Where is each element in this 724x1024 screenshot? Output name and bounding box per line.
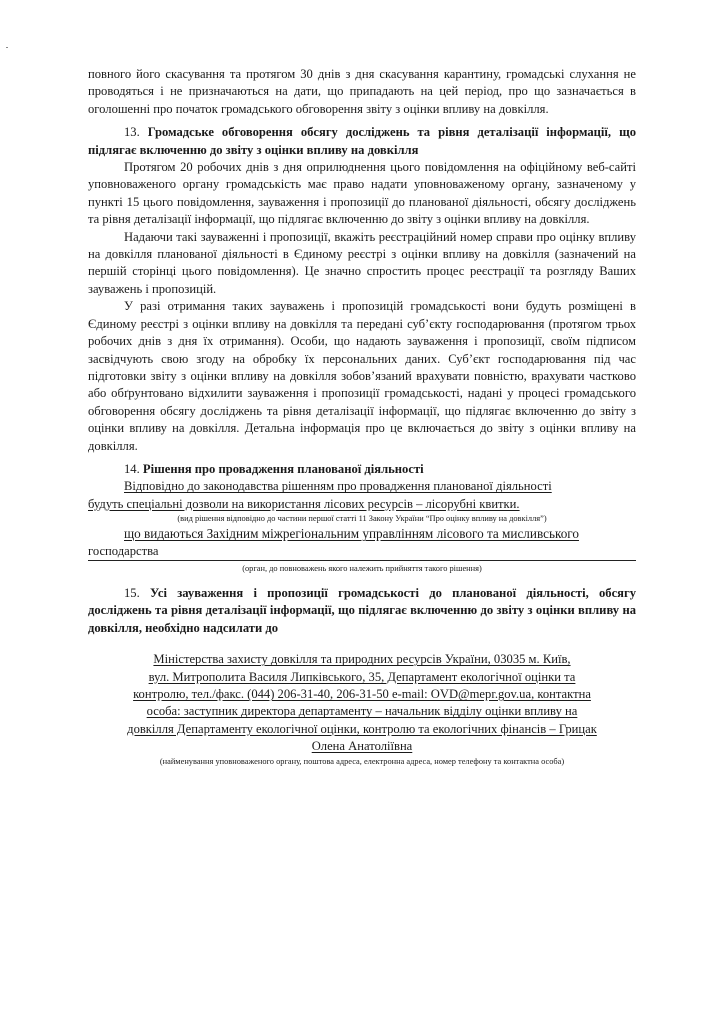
section-13-heading [88, 124, 636, 159]
address-line-4: особа: заступник директора департаменту – начальник відділу оцінки впливу на [146, 704, 578, 719]
section-13-title: Громадське обговорення обсягу досліджень та рівня деталізації інформації, що підлягає включенню до звіту з оцінки впливу на довкілля [88, 125, 636, 157]
section-13-paragraph-1: Протягом 20 робочих днів з дня оприлюднення цього повідомлення на офіційному веб-сайті уповноваженого органу громадськість має право надати уповноваженому органу, зазначеному у пункті 15 цього повідомлення, зауваження і пропозиції до планованої діяльності, обсягу досліджень та рівня деталізації інформації, що підлягає включенню до звіту з оцінки впливу на довкілля. [88, 160, 636, 227]
section-13-paragraph-3: У разі отримання таких зауважень і пропозицій громадськості вони будуть розміщені в Єдиному реєстрі з оцінки впливу на довкілля та передані суб’єкту господарювання (протягом трьох робочих днів з дня їх отримання). Особи, що надають зауваження і пропозиції, своїм підписом засвідчують свою згоду на обробку їх персональних даних. Суб’єкт господарювання під час підготовки звіту з оцінки впливу на довкілля зобов’язаний врахувати повністю, врахувати частково або обґрунтовано відхилити зауваження і пропозиції громадськості, надані у процесі громадського обговорення обсягу досліджень та рівня деталізації інформації, що підлягає включенню до звіту з оцінки впливу на довкілля. Детальна інформація про це включається до звіту з оцінки впливу на довкілля. [88, 299, 636, 453]
intro-paragraph: повного його скасування та протягом 30 днів з дня скасування карантину, громадські слухання не проводяться і не призначаються на дати, що припадають на цей період, про що зазначається в оголошенні про початок громадського обговорення звіту з оцінки впливу на довкілля. [88, 67, 636, 116]
section-13-paragraph-2: Надаючи такі зауваженні і пропозиції, вкажіть реєстраційний номер справи про оцінку впливу на довкілля планованої діяльності в Єдиному реєстрі з оцінки впливу на довкілля (зазначений на першій сторінці цього повідомлення). Це значно спростить процес реєстрації та розгляду Ваших зауважень і пропозицій. [88, 229, 636, 296]
document-page [88, 66, 636, 768]
section-15-title: Усі зауваження і пропозиції громадськості до планованої діяльності, обсягу досліджень та рівня деталізації інформації, що підлягає включенню до звіту з оцінки впливу на довкілля, необхідно надсилати до [88, 585, 636, 635]
section-14-title: Рішення про провадження планованої діяльності [142, 461, 424, 476]
authority-line-2: господарства [88, 543, 636, 561]
decision-type-note: (вид рішення відповідно до частини першої статті 11 Закону України “Про оцінку впливу на довкілля”) [177, 514, 547, 524]
address-line-1: Міністерства захисту довкілля та природних ресурсів України, 03035 м. Київ, [153, 652, 571, 667]
address-line-3: контролю, тел./факс. (044) 206-31-40, 206-31-50 e-mail: OVD@mepr.gov.ua, контактна [133, 687, 591, 701]
section-14-number: 14. [124, 461, 140, 476]
authority-line-1: що видаються Західним міжрегіональним управлінням лісового та мисливського [124, 526, 579, 542]
address-line-2: вул. Митрополита Василя Липківського, 35, Департамент екологічної оцінки та [148, 669, 576, 684]
authority-note: (орган, до повноважень якого належить прийняття такого рішення) [242, 563, 482, 573]
section-13-number: 13. [124, 125, 140, 140]
address-line-6: Олена Анатоліївна [311, 739, 413, 754]
contact-address-block [88, 651, 636, 755]
section-15-number: 15. [124, 585, 140, 600]
decision-line-1: Відповідно до законодавства рішенням про провадження планованої діяльності [124, 479, 552, 494]
section-14-heading [88, 461, 636, 478]
address-line-5: довкілля Департаменту екологічної оцінки, контролю та екологічних фінансів – Грицак [127, 721, 597, 736]
section-15-heading [88, 585, 636, 637]
address-note: (найменування уповноваженого органу, поштова адреса, електронна адреса, номер телефону та контактна особа) [159, 756, 565, 766]
scan-artifact [6, 47, 8, 48]
decision-line-2: будуть спеціальні дозволи на використання лісових ресурсів – лісорубні квитки. [88, 496, 520, 511]
